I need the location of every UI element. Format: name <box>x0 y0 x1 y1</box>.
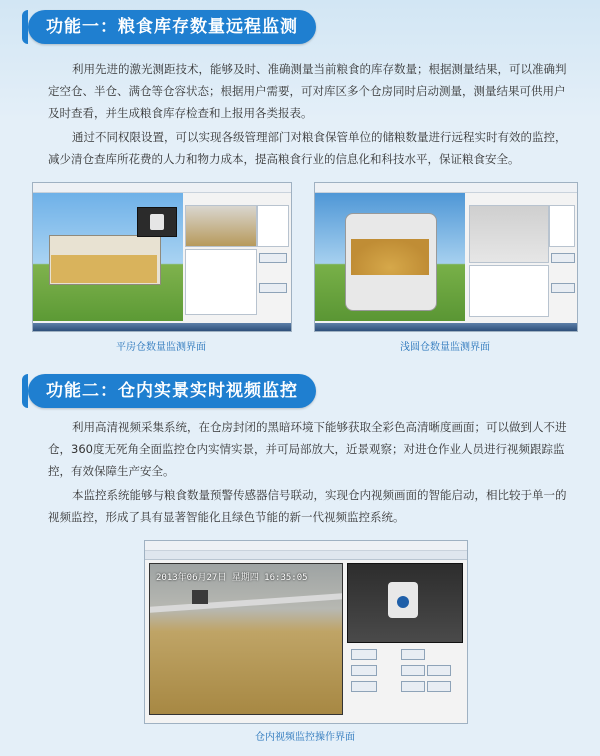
figure3-caption: 仓内视频监控操作界面 <box>255 732 355 743</box>
sensor-inset <box>137 207 177 237</box>
laser-sensor-icon <box>150 214 164 230</box>
control-button-3[interactable] <box>351 681 377 692</box>
section1-title: 功能一：粮食库存数量远程监测 <box>28 10 316 44</box>
app-menubar <box>33 183 291 193</box>
figure2-caption: 浅圆仓数量监测界面 <box>400 342 490 353</box>
round-silo-scene <box>315 193 465 321</box>
silo-interior-view <box>469 205 549 263</box>
camera-icon <box>388 582 418 618</box>
camera-lens-icon <box>397 596 409 608</box>
control-button-2[interactable] <box>351 665 377 676</box>
section1-paragraph-1: 利用先进的激光测距技术，能够及时、准确测量当前粮食的库存数量；根据测量结果，可以准确判定空仓、半仓、满仓等仓容状态；根据用户需要，可对库区多个仓房同时启动测量，测量结果可供用户及时查看，并生成粮食库存检查和上报用各类报表。 <box>48 62 567 120</box>
taskbar <box>33 323 291 331</box>
result-list-panel <box>185 249 257 315</box>
round-silo-screenshot <box>314 182 578 332</box>
info-panel <box>549 205 575 247</box>
panel-button-1[interactable] <box>551 253 575 263</box>
camera-device-view <box>347 563 463 643</box>
ptz-button-3[interactable] <box>427 665 451 676</box>
figure1-caption: 平房仓数量监测界面 <box>116 342 206 353</box>
info-panel <box>257 205 289 247</box>
app-menubar <box>315 183 577 193</box>
control-button-1[interactable] <box>351 649 377 660</box>
warehouse-interior-view <box>185 205 257 247</box>
section1-paragraph-2: 通过不同权限设置，可以实现各级管理部门对粮食保管单位的储粮数量进行远程实时有效的监控，减少清仓查库所花费的人力和物力成本，提高粮食行业的信息化和科技水平，保证粮食安全。 <box>48 130 567 166</box>
result-list-panel <box>469 265 549 317</box>
panel-button-2[interactable] <box>551 283 575 293</box>
ptz-button-4[interactable] <box>401 681 425 692</box>
taskbar <box>315 323 577 331</box>
video-monitor-screenshot <box>144 540 468 724</box>
video-timestamp: 2013年06月27日 星期四 16:35:05 <box>156 573 308 583</box>
ptz-button-5[interactable] <box>427 681 451 692</box>
panel-button-1[interactable] <box>259 253 287 263</box>
ptz-button-2[interactable] <box>401 665 425 676</box>
grain-pile <box>51 255 157 283</box>
panel-button-2[interactable] <box>259 283 287 293</box>
section2-paragraph-1: 利用高清视频采集系统，在仓房封闭的黑暗环境下能够获取全彩色高清晰度画面；可以做到人不进仓，360度无死角全面监控仓内实情实景，并可局部放大，近景观察；对进仓作业人员进行视频跟踪监控，有效保障生产安全。 <box>48 420 567 478</box>
ptz-button-1[interactable] <box>401 649 425 660</box>
silo-grain <box>351 239 429 275</box>
live-video-feed <box>149 563 343 715</box>
app-menubar <box>145 541 467 551</box>
ceiling-device <box>192 590 208 604</box>
app-titlebar <box>145 551 467 560</box>
section2-paragraph-2: 本监控系统能够与粮食数量预警传感器信号联动，实现仓内视频画面的智能启动，相比较于单一的视频监控，形成了具有显著智能化且绿色节能的新一代视频监控系统。 <box>48 488 567 524</box>
ceiling-beam <box>150 593 342 612</box>
section2-title: 功能二：仓内实景实时视频监控 <box>28 374 316 408</box>
flat-warehouse-screenshot <box>32 182 292 332</box>
